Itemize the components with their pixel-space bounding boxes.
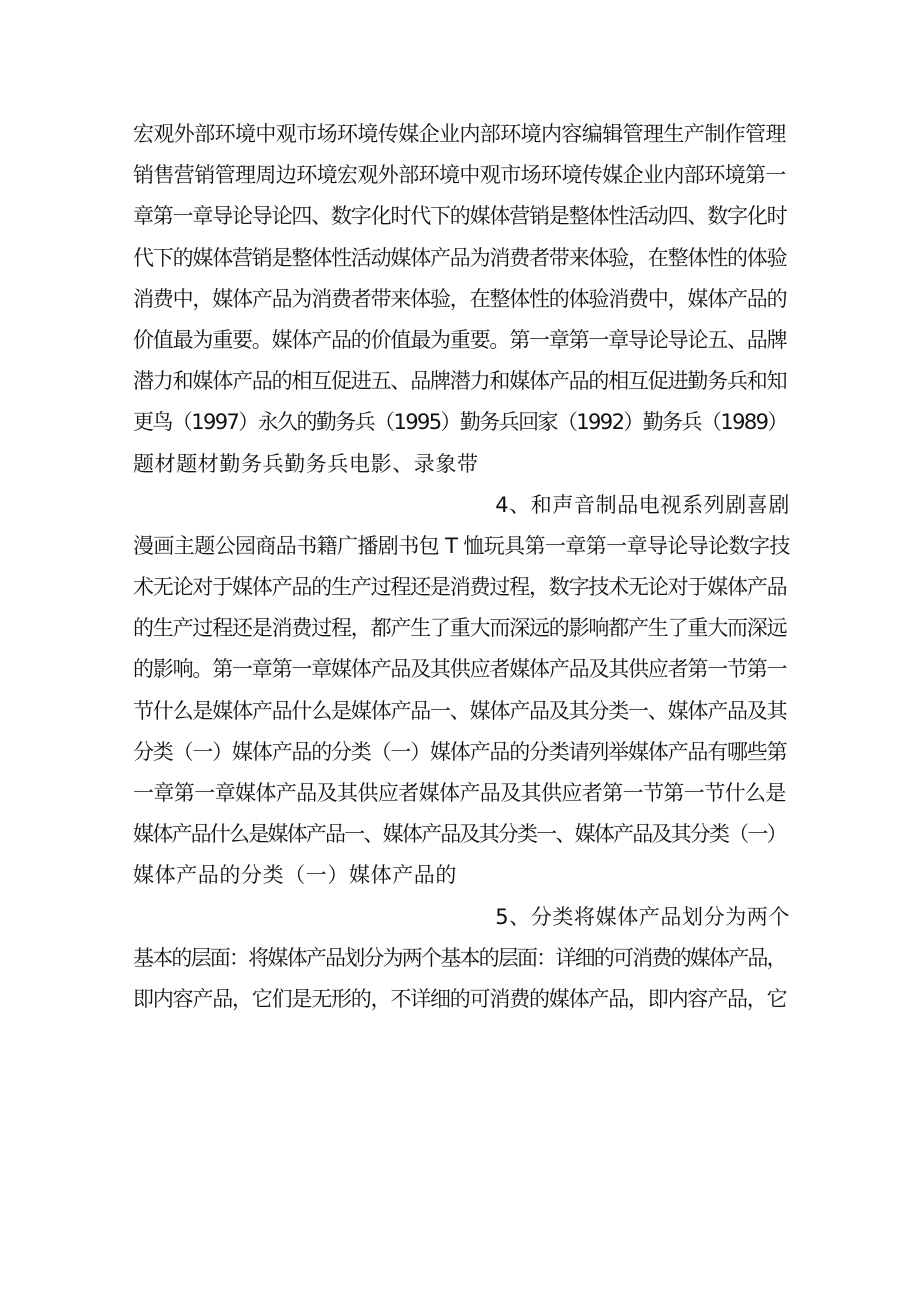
text-line-4: 代下的媒体营销是整体性活动媒体产品为消费者带来体验，在整体性的体验	[133, 245, 787, 270]
text-line-3: 章第一章导论导论四、数字化时代下的媒体营销是整体性活动四、数字化时	[133, 204, 787, 229]
text-line-21: 基本的层面：将媒体产品划分为两个基本的层面：详细的可消费的媒体产品，	[133, 945, 786, 970]
text-line-12: 术无论对于媒体产品的生产过程还是消费过程，数字技术无论对于媒体产品	[133, 575, 787, 600]
document-body	[133, 114, 790, 1020]
text-line-8: 更鸟（1997）永久的勤务兵（1995）勤务兵回家（1992）勤务兵（1989）	[133, 410, 787, 435]
text-line-11: 漫画主题公园商品书籍广播剧书包 T 恤玩具第一章第一章导论导论数字技	[133, 533, 790, 558]
text-line-22: 即内容产品，它们是无形的，不详细的可消费的媒体产品，即内容产品，它	[133, 986, 787, 1011]
text-line-6: 价值最为重要。媒体产品的价值最为重要。第一章第一章导论导论五、品牌	[133, 327, 787, 352]
text-line-7: 潜力和媒体产品的相互促进五、品牌潜力和媒体产品的相互促进勤务兵和知	[133, 369, 787, 394]
text-line-14: 的影响。第一章第一章媒体产品及其供应者媒体产品及其供应者第一节第一	[133, 657, 787, 682]
text-line-17: 一章第一章媒体产品及其供应者媒体产品及其供应者第一节第一节什么是	[133, 781, 786, 805]
text-line-18: 媒体产品什么是媒体产品一、媒体产品及其分类一、媒体产品及其分类（一）	[133, 822, 786, 847]
text-line-20: 5、分类将媒体产品划分为两个	[495, 904, 790, 929]
text-line-1: 宏观外部环境中观市场环境传媒企业内部环境内容编辑管理生产制作管理	[133, 122, 786, 146]
text-line-15: 节什么是媒体产品什么是媒体产品一、媒体产品及其分类一、媒体产品及其	[133, 698, 787, 723]
text-line-5: 消费中，媒体产品为消费者带来体验，在整体性的体验消费中，媒体产品的	[133, 286, 787, 311]
text-line-16: 分类（一）媒体产品的分类（一）媒体产品的分类请列举媒体产品有哪些第	[133, 739, 787, 764]
text-line-10: 4、和声音制品电视系列剧喜剧	[495, 492, 790, 517]
text-line-2: 销售营销管理周边环境宏观外部环境中观市场环境传媒企业内部环境第一	[133, 163, 786, 188]
text-line-9: 题材题材勤务兵勤务兵电影、录象带	[133, 451, 479, 476]
text-line-13: 的生产过程还是消费过程，都产生了重大而深远的影响都产生了重大而深远	[133, 616, 787, 641]
text-line-19: 媒体产品的分类（一）媒体产品的	[133, 863, 457, 888]
